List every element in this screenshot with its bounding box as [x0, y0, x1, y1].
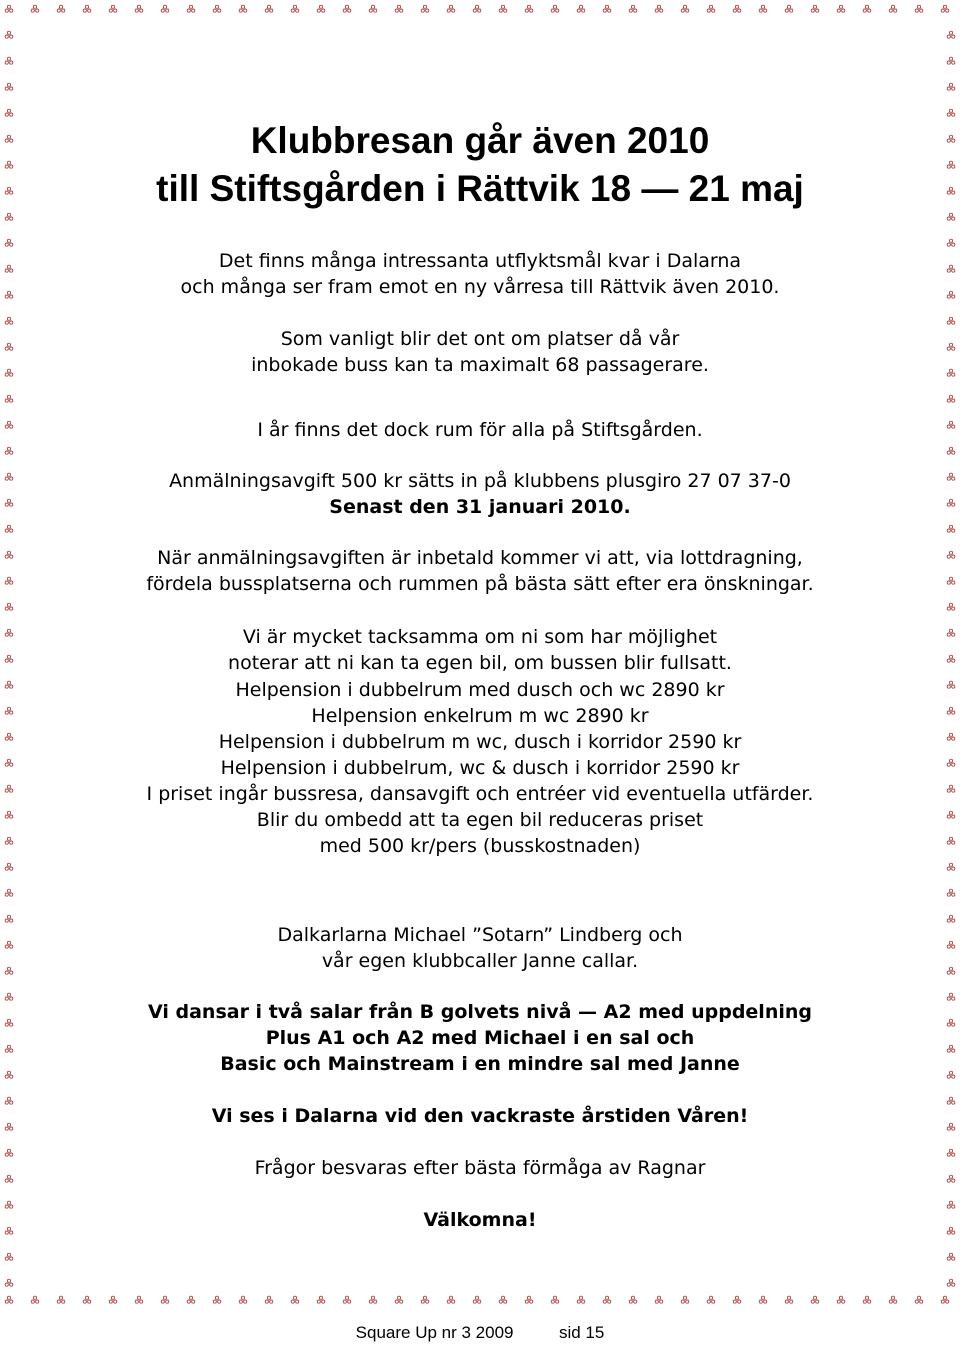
border-ornament [525, 5, 533, 12]
questions-line: Frågor besvaras efter bästa förmåga av Ragnar [254, 1157, 706, 1179]
border-ornament [5, 57, 13, 64]
border-ornament [889, 1296, 897, 1303]
border-ornament [947, 525, 955, 532]
border-ornament [239, 5, 247, 12]
border-ornament [5, 863, 13, 870]
border-ornament [161, 1296, 169, 1303]
border-ornament [863, 5, 871, 12]
border-ornament [213, 1296, 221, 1303]
border-ornament [941, 5, 949, 12]
border-ornament [5, 889, 13, 896]
price-row-2: Helpension enkelrum m wc 2890 kr [311, 705, 649, 727]
title-line-1: Klubbresan går även 2010 [250, 120, 710, 161]
border-ornament [395, 5, 403, 12]
border-ornament [83, 1296, 91, 1303]
border-ornament [343, 1296, 351, 1303]
lottery-line-1: När anmälningsavgiften är inbetald kommer vi att, via lottdragning, [157, 547, 803, 569]
border-ornament [31, 1296, 39, 1303]
border-ornament [655, 1296, 663, 1303]
border-ornament [947, 915, 955, 922]
page-footer [0, 1323, 960, 1343]
lottery-line-2: fördela bussplatserna och rummen på bästa sätt efter era önskningar. [146, 573, 814, 595]
border-ornament [707, 5, 715, 12]
publication-label: Square Up nr 3 2009 [355, 1323, 514, 1342]
border-ornament [161, 5, 169, 12]
border-ornament [947, 317, 955, 324]
border-ornament [629, 5, 637, 12]
dance-line-2: Plus A1 och A2 med Michael i en sal och [265, 1027, 695, 1049]
welcome-line: Välkomna! [423, 1209, 537, 1231]
border-ornament [577, 5, 585, 12]
border-ornament [681, 5, 689, 12]
border-ornament [109, 5, 117, 12]
border-ornament [707, 1296, 715, 1303]
see-you-line: Vi ses i Dalarna vid den vackraste årstiden Våren! [211, 1105, 749, 1127]
border-ornament [187, 1296, 195, 1303]
border-ornament [947, 447, 955, 454]
border-ornament [811, 5, 819, 12]
border-ornament [265, 5, 273, 12]
border-ornament [947, 1253, 955, 1260]
border-ornament [733, 5, 741, 12]
border-ornament [5, 239, 13, 246]
price-row-3: Helpension i dubbelrum m wc, dusch i korridor 2590 kr [218, 731, 742, 753]
border-ornament [947, 1097, 955, 1104]
title-line-2: till Stiftsgården i Rättvik 18 — 21 maj [156, 168, 804, 209]
border-ornament [947, 109, 955, 116]
border-ornament [655, 5, 663, 12]
border-ornament [5, 915, 13, 922]
border-ornament [837, 1296, 845, 1303]
border-ornament [291, 1296, 299, 1303]
car-line-1: Vi är mycket tacksamma om ni som har möjlighet [242, 626, 718, 648]
border-ornament [83, 5, 91, 12]
price-row-1: Helpension i dubbelrum med dusch och wc 2890 kr [235, 679, 725, 701]
dance-line-1: Vi dansar i två salar från B golvets nivå — A2 med uppdelning [148, 1001, 812, 1023]
border-ornament [421, 1296, 429, 1303]
border-ornament [447, 1296, 455, 1303]
border-ornament [603, 1296, 611, 1303]
border-ornament [947, 863, 955, 870]
border-ornament [57, 5, 65, 12]
border-ornament [837, 5, 845, 12]
border-ornament [947, 889, 955, 896]
border-ornament [947, 83, 955, 90]
border-ornament [915, 1296, 923, 1303]
border-ornament [421, 5, 429, 12]
callers-line-2: vår egen klubbcaller Janne callar. [321, 950, 639, 972]
border-ornament [239, 1296, 247, 1303]
border-ornament [265, 1296, 273, 1303]
border-ornament [5, 1201, 13, 1208]
border-ornament [629, 1296, 637, 1303]
seats-line-2: inbokade buss kan ta maximalt 68 passagerare. [251, 354, 709, 376]
border-ornament [941, 1296, 949, 1303]
border-ornament [577, 1296, 585, 1303]
dance-line-3: Basic och Mainstream i en mindre sal med Janne [220, 1053, 740, 1075]
border-ornament [863, 1296, 871, 1303]
border-ornament [5, 1149, 13, 1156]
border-ornament [733, 1296, 741, 1303]
border-ornament [947, 239, 955, 246]
border-ornament [947, 603, 955, 610]
border-ornament [947, 1201, 955, 1208]
border-ornament [681, 1296, 689, 1303]
border-ornament [5, 993, 13, 1000]
border-ornament [759, 5, 767, 12]
border-ornament [5, 317, 13, 324]
border-ornament [369, 5, 377, 12]
intro-line-1: Det finns många intressanta utflyktsmål kvar i Dalarna [218, 250, 742, 272]
page-number: sid 15 [558, 1323, 605, 1342]
border-ornament [447, 5, 455, 12]
price-included-line: I priset ingår bussresa, dansavgift och entréer vid eventuella utfärder. [146, 783, 814, 805]
border-ornament [317, 5, 325, 12]
border-ornament [947, 1279, 955, 1286]
border-ornament [947, 395, 955, 402]
border-ornament [915, 5, 923, 12]
border-ornament [5, 1296, 13, 1303]
border-ornament [5, 83, 13, 90]
border-ornament [811, 1296, 819, 1303]
border-ornament [499, 5, 507, 12]
callers-line-1: Dalkarlarna Michael ”Sotarn” Lindberg och [277, 924, 683, 946]
border-ornament [5, 395, 13, 402]
border-ornament [5, 1097, 13, 1104]
fee-line: Anmälningsavgift 500 kr sätts in på klubbens plusgiro 27 07 37-0 [169, 470, 791, 492]
border-ornament [213, 5, 221, 12]
border-ornament [57, 1296, 65, 1303]
border-ornament [109, 1296, 117, 1303]
border-ornament [5, 603, 13, 610]
border-ornament [395, 1296, 403, 1303]
border-ornament [187, 5, 195, 12]
border-ornament [947, 213, 955, 220]
border-ornament [291, 5, 299, 12]
border-ornament [603, 5, 611, 12]
border-ornament [551, 5, 559, 12]
car-line-2: noterar att ni kan ta egen bil, om bussen blir fullsatt. [228, 652, 732, 674]
border-ornament [5, 1253, 13, 1260]
reduce-line-1: Blir du ombedd att ta egen bil reduceras priset [256, 809, 704, 831]
border-ornament [135, 5, 143, 12]
border-ornament [343, 5, 351, 12]
border-ornament [947, 993, 955, 1000]
seats-line-1: Som vanligt blir det ont om platser då vår [280, 328, 680, 350]
border-ornament [5, 1279, 13, 1286]
border-ornament [31, 5, 39, 12]
border-ornament [5, 31, 13, 38]
deadline-line: Senast den 31 januari 2010. [329, 496, 631, 518]
border-ornament [525, 1296, 533, 1303]
intro-line-2: och många ser fram emot en ny vårresa till Rättvik även 2010. [180, 276, 780, 298]
border-ornament [5, 161, 13, 168]
border-ornament [947, 161, 955, 168]
border-ornament [135, 1296, 143, 1303]
border-ornament [5, 525, 13, 532]
border-ornament [947, 31, 955, 38]
border-ornament [499, 1296, 507, 1303]
border-ornament [5, 5, 13, 12]
border-ornament [473, 1296, 481, 1303]
border-ornament [317, 1296, 325, 1303]
border-ornament [551, 1296, 559, 1303]
border-ornament [369, 1296, 377, 1303]
border-ornament [947, 1149, 955, 1156]
border-ornament [5, 447, 13, 454]
border-ornament [785, 5, 793, 12]
border-ornament [889, 5, 897, 12]
border-ornament [5, 213, 13, 220]
price-row-4: Helpension i dubbelrum, wc & dusch i korridor 2590 kr [220, 757, 740, 779]
border-ornament [473, 5, 481, 12]
border-ornament [785, 1296, 793, 1303]
border-ornament [947, 57, 955, 64]
reduce-line-2: med 500 kr/pers (busskostnaden) [319, 835, 641, 857]
border-ornament [759, 1296, 767, 1303]
border-ornament [5, 109, 13, 116]
rooms-line: I år finns det dock rum för alla på Stiftsgården. [257, 419, 703, 441]
